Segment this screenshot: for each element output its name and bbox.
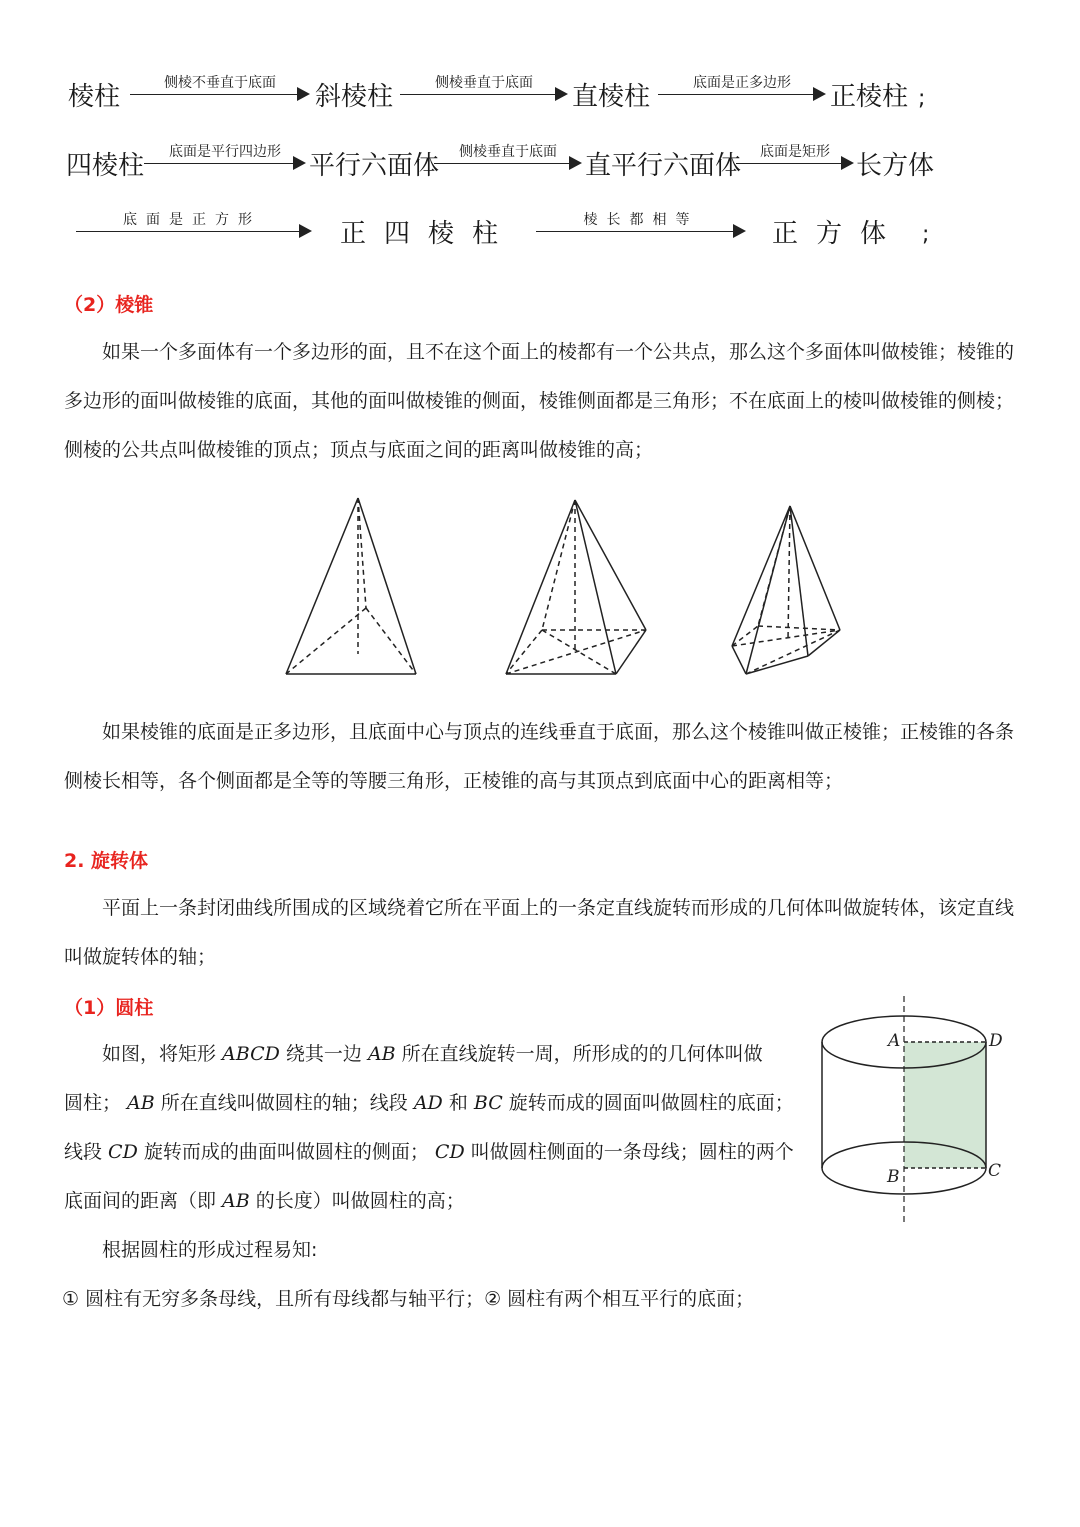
arrow-head-icon [299,224,312,238]
term-cube: 正方体 [772,219,905,249]
arrow-label: 底面是矩形 [760,144,830,160]
arrow-head-icon [555,87,568,101]
arrow-label: 侧棱不垂直于底面 [164,75,276,91]
paragraph-line: 底面间的距离（即 AB 的长度）叫做圆柱的高； [64,1190,465,1212]
cylinder-properties: ① 圆柱有无穷多条母线，且所有母线都与轴平行；② 圆柱有两个相互平行的底面； [62,1288,755,1310]
term-cuboid: 长方体 [856,151,935,181]
arrow-regular-quadrangular [76,209,312,239]
row-end-semicolon: ; [918,86,926,111]
term-parallelepiped: 平行六面体 [309,151,440,181]
cylinder-figure [810,992,1030,1230]
arrow-cube [536,209,746,239]
arrow-cuboid [736,141,854,171]
pyramid-definition [64,328,1014,475]
arrow-right-prism [400,72,568,102]
arrow-regular-prism [658,72,826,102]
revolution-definition [64,884,1014,982]
var-bc: BC [473,1092,503,1114]
regular-pyramid-definition [64,708,1014,806]
paragraph-line: 侧棱的公共点叫做棱锥的顶点；顶点与底面之间的距离叫做棱锥的高； [64,439,654,461]
paragraph-line: 圆柱； AB 所在直线叫做圆柱的轴；线段 AD 和 BC 旋转而成的圆面叫做圆柱的底面； [64,1092,794,1114]
arrow-head-icon [733,224,746,238]
paragraph-line: 侧棱长相等，各个侧面都是全等的等腰三角形，正棱锥的高与其顶点到底面中心的距离相等； [64,770,844,792]
arrow-label: 底面是正多边形 [693,75,791,91]
arrow-head-icon [841,156,854,170]
paragraph-line: 线段 CD 旋转而成的曲面叫做圆柱的侧面； CD 叫做圆柱侧面的一条母线；圆柱的两个 [64,1141,794,1163]
var-ab: AB [127,1092,155,1114]
pentagonal-pyramid-figure [732,506,840,674]
cylinder-definition [64,1030,794,1324]
label-c: C [988,1161,1002,1181]
term-right-prism: 直棱柱 [572,82,651,112]
pyramid-figures [270,488,870,688]
arrow-parallelepiped [144,141,306,171]
quadrangular-pyramid-figure [506,500,646,674]
arrow-label: 底面是正方形 [123,212,261,228]
term-quadrangular-prism: 四棱柱 [66,151,145,181]
arrow-label: 底面是平行四边形 [169,144,281,160]
label-b: B [887,1167,900,1187]
term-prism: 棱柱 [68,82,121,112]
term-oblique-prism: 斜棱柱 [315,82,394,112]
paragraph-line: 根据圆柱的形成过程易知: [102,1239,318,1261]
paragraph-line: 如图，将矩形 ABCD 绕其一边 AB 所在直线旋转一周，所形成的的几何体叫做 [102,1043,763,1065]
arrow-head-icon [813,87,826,101]
term-right-parallelepiped: 直平行六面体 [585,151,742,181]
arrow-head-icon [569,156,582,170]
paragraph-line: 叫做旋转体的轴； [64,946,217,968]
var-cd: CD [108,1141,138,1163]
arrow-label: 侧棱垂直于底面 [459,144,557,160]
arrow-head-icon [297,87,310,101]
section-heading-pyramid: （2）棱锥 [64,294,154,316]
var-ad: AD [413,1092,443,1114]
section-heading-revolution: 2. 旋转体 [64,850,149,872]
label-a: A [888,1031,901,1051]
paragraph-line: 平面上一条封闭曲线所围成的区域绕着它所在平面上的一条定直线旋转而形成的几何体叫做旋转体，该定直线 [102,897,1015,919]
label-d: D [989,1031,1003,1051]
triangular-pyramid-figure [286,498,416,674]
var-cd: CD [434,1141,465,1163]
var-ab: AB [367,1043,396,1065]
arrow-oblique [130,72,310,102]
section-heading-cylinder: （1）圆柱 [64,997,154,1019]
row-end-semicolon: ; [922,222,930,247]
term-regular-quadrangular-prism: 正四棱柱 [340,219,517,249]
var-ab: AB [222,1190,250,1212]
paragraph-line: 如果一个多面体有一个多边形的面，且不在这个面上的棱都有一个公共点，那么这个多面体叫做棱锥；棱锥的 [102,341,1015,363]
arrow-head-icon [293,156,306,170]
term-regular-prism: 正棱柱 [830,82,909,112]
paragraph-line: 多边形的面叫做棱锥的底面，其他的面叫做棱锥的侧面，棱锥侧面都是三角形；不在底面上的棱叫做棱锥的侧棱； [64,390,1015,412]
arrow-label: 棱长都相等 [583,212,699,228]
var-abcd: ABCD [222,1043,280,1065]
arrow-label: 侧棱垂直于底面 [435,75,533,91]
arrow-right-parallelepiped [434,141,582,171]
paragraph-line: 如果棱锥的底面是正多边形，且底面中心与顶点的连线垂直于底面，那么这个棱锥叫做正棱锥；正棱锥的各条 [102,721,1015,743]
rectangle-abcd-shade [904,1042,986,1168]
